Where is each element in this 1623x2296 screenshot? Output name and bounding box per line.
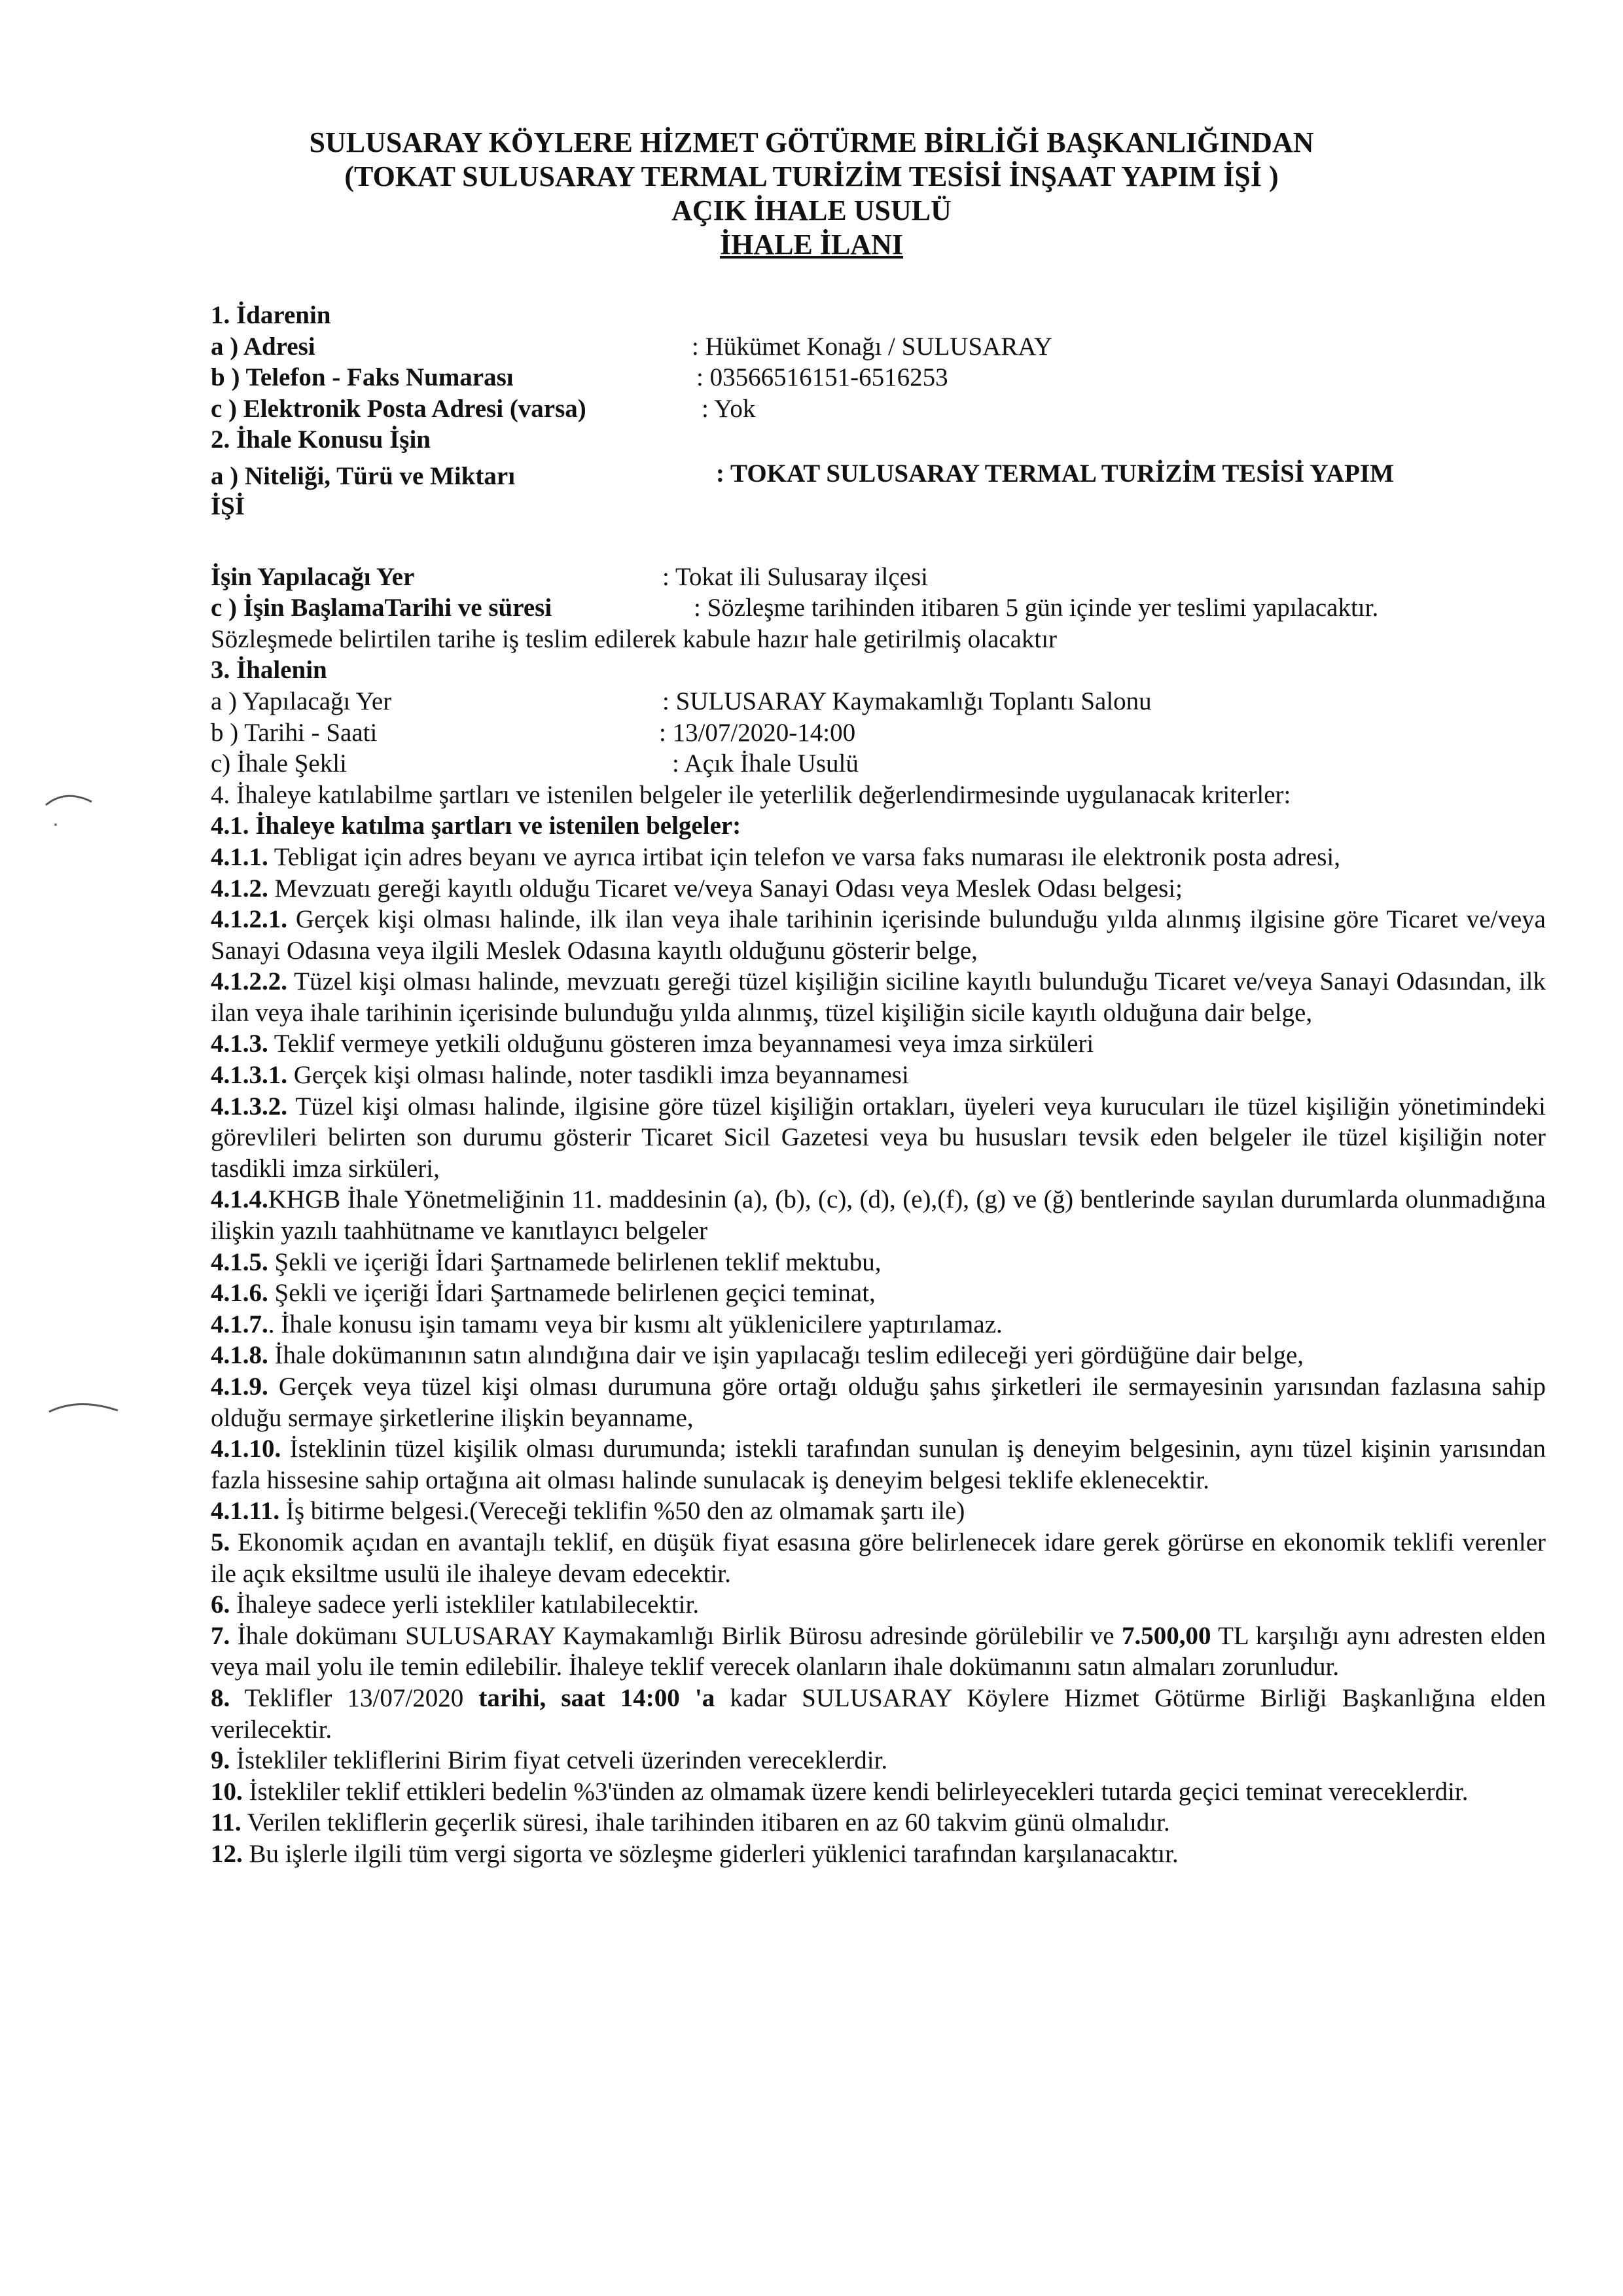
field-adres-value: : Hükümet Konağı / SULUSARAY [692, 332, 1053, 361]
item-deadline: tarihi, saat 14:00 'a [478, 1683, 715, 1712]
item-text: Gerçek veya tüzel kişi olması durumuna göre ortağı olduğu şahıs şirketleri ile sermayesinin yarısından fazlasına sahip olduğu sermaye şirketlerine ilişkin beyanname, [211, 1372, 1546, 1432]
item-4-1-3-2 [211, 1091, 1546, 1185]
field-ihale-tarih-value: : 13/07/2020-14:00 [659, 718, 856, 747]
item-number: 11. [211, 1808, 241, 1837]
header-line-3: AÇIK İHALE USULÜ [671, 194, 952, 226]
item-number: 4.1.9. [211, 1372, 268, 1401]
field-ihale-tarih-label: b ) Tarihi - Saati [211, 718, 378, 747]
item-12 [211, 1839, 1546, 1870]
item-text: İstekliler tekliflerini Birim fiyat cetveli üzerinden vereceklerdir. [230, 1746, 888, 1775]
item-number: 4.1.3.1. [211, 1061, 287, 1090]
field-nitelik-label: a ) Niteliği, Türü ve Miktarı [211, 461, 516, 490]
field-yer-label: İşin Yapılacağı Yer [211, 562, 415, 591]
document-header [196, 126, 1427, 262]
item-text: Mevzuatı gereği kayıtlı olduğu Ticaret ve/veya Sanayi Odası veya Meslek Odası belgesi; [268, 874, 1183, 903]
item-number: 4.1.4. [211, 1185, 268, 1214]
field-adres-label: a ) Adresi [211, 332, 315, 361]
header-title: İHALE İLANI [720, 228, 903, 260]
spacer [211, 522, 1546, 562]
header-line-1: SULUSARAY KÖYLERE HİZMET GÖTÜRME BİRLİĞİ BAŞKANLIĞINDAN [309, 126, 1314, 158]
item-text: İş bitirme belgesi.(Vereceği teklifin %50 den az olmamak şartı ile) [279, 1497, 965, 1526]
field-ihale-sekil-value: : Açık İhale Usulü [672, 749, 859, 778]
item-4-1-9 [211, 1371, 1546, 1433]
field-eposta-label: c ) Elektronik Posta Adresi (varsa) [211, 394, 586, 423]
field-ihale-yer-label: a ) Yapılacağı Yer [211, 687, 392, 715]
item-text: İhaleye sadece yerli istekliler katılabilecektir. [230, 1590, 700, 1619]
item-number: 4.1.2.1. [211, 905, 287, 934]
header-line-2: (TOKAT SULUSARAY TERMAL TURİZİM TESİSİ İNŞAAT YAPIM İŞİ ) [344, 160, 1279, 192]
item-text: Ekonomik açıdan en avantajlı teklif, en düşük fiyat esasına göre belirlenecek idare gerek görürse en ekonomik teklifi verenler ile açık eksiltme usulü ile ihaleye devam edecektir. [211, 1528, 1546, 1588]
item-text: Teklifler 13/07/2020 [230, 1683, 479, 1712]
item-number: 12. [211, 1839, 243, 1868]
field-telefon-label: b ) Telefon - Faks Numarası [211, 363, 514, 392]
item-text: İsteklinin tüzel kişilik olması durumunda; istekli tarafından sunulan iş deneyim belgesinin, aynı tüzel kişinin yarısından fazla hissesine sahip ortağına ait olması halinde sunulacak iş deneyim belgesi teklife eklenecektir. [211, 1435, 1546, 1494]
field-nitelik [211, 456, 1546, 491]
item-number: 8. [211, 1683, 230, 1712]
field-ihale-yer [211, 686, 1546, 717]
field-eposta-value: : Yok [702, 394, 756, 423]
field-telefon-value: : 03566516151-6516253 [696, 363, 948, 392]
scan-mark-upper [39, 779, 105, 831]
item-number: 4.1.6. [211, 1279, 268, 1308]
item-4-1-5 [211, 1247, 1546, 1278]
item-10 [211, 1776, 1546, 1808]
item-text: Bu işlerle ilgili tüm vergi sigorta ve sözleşme giderleri yüklenici tarafından karşılanacaktır. [242, 1839, 1179, 1868]
item-4-1-2 [211, 873, 1546, 905]
item-number: 6. [211, 1590, 230, 1619]
item-4-1-7 [211, 1309, 1546, 1340]
item-text: Şekli ve içeriği İdari Şartnamede belirlenen teklif mektubu, [268, 1247, 882, 1276]
field-baslama-cont: Sözleşmede belirtilen tarihe iş teslim edilerek kabule hazır hale getirilmiş olacaktır [211, 624, 1058, 653]
item-4: 4. İhaleye katılabilme şartları ve istenilen belgeler ile yeterlilik değerlendirmesinde uygulanacak kriterler: [211, 780, 1291, 809]
item-number: 4.1.2.2. [211, 967, 287, 996]
item-4-1-4 [211, 1184, 1546, 1246]
item-9 [211, 1745, 1546, 1776]
item-text: Verilen tekliflerin geçerlik süresi, ihale tarihinden itibaren en az 60 takvim günü olmalıdır. [241, 1808, 1170, 1837]
field-baslama-label: c ) İşin BaşlamaTarihi ve süresi [211, 594, 552, 622]
item-11 [211, 1807, 1546, 1839]
document-body [211, 300, 1546, 1870]
item-number: 4.1.7. [211, 1310, 268, 1338]
item-8 [211, 1683, 1546, 1745]
field-baslama [211, 592, 1546, 624]
field-adres [211, 331, 1546, 363]
item-number: 4.1.3.2. [211, 1092, 287, 1121]
item-number: 4.1.11. [211, 1497, 280, 1526]
item-text: İhale dokümanı SULUSARAY Kaymakamlığı Birlik Bürosu adresinde görülebilir ve [230, 1621, 1122, 1650]
item-text: Gerçek kişi olması halinde, ilk ilan veya ihale tarihinin içerisinde bulunduğu yılda alınmış ilgisine göre Ticaret ve/veya Sanayi Odasına veya ilgili Meslek Odasına kayıtlı olduğunu gösterir belge, [211, 905, 1546, 965]
item-4-1-1 [211, 842, 1546, 873]
item-number: 4.1.1. [211, 842, 268, 871]
item-number: 10. [211, 1777, 243, 1806]
item-number: 9. [211, 1746, 230, 1775]
field-telefon [211, 362, 1546, 393]
item-number: 7. [211, 1621, 230, 1650]
item-number: 5. [211, 1528, 230, 1556]
item-text: Tebligat için adres beyanı ve ayrıca irtibat için telefon ve varsa faks numarası ile elektronik posta adresi, [268, 842, 1341, 871]
item-number: 4.1.10. [211, 1435, 281, 1463]
item-number: 4.1.8. [211, 1341, 268, 1370]
item-text: . İhale konusu işin tamamı veya bir kısmı alt yüklenicilere yaptırılamaz. [268, 1310, 1003, 1338]
item-4-1-2-2 [211, 966, 1546, 1028]
item-text: TL karşılığı aynı adresten elden veya mail yolu ile temin edilebilir. İhaleye teklif verecek olanların ihale dokümanını satın almaları zorunludur. [211, 1621, 1546, 1681]
item-4-1-6 [211, 1278, 1546, 1309]
item-text: Tüzel kişi olması halinde, ilgisine göre tüzel kişiliğin ortakları, üyeleri veya kurucuları ile tüzel kişiliğin yönetimindeki görevlileri belirten son durumu gösterir Ticaret Sicil Gazetesi veya bu hususları tevsik eden belgeler ile tüzel kişiliğin noter tasdikli imza sirküleri, [211, 1092, 1546, 1183]
section-ihale-heading: 3. İhalenin [211, 656, 327, 685]
field-nitelik-value: : TOKAT SULUSARAY TERMAL TURİZİM TESİSİ YAPIM [716, 459, 1394, 488]
field-ihale-sekil-label: c) İhale Şekli [211, 749, 347, 778]
item-number: 4.1.3. [211, 1030, 268, 1058]
item-4-1-3-1 [211, 1060, 1546, 1091]
field-baslama-value: : Sözleşme tarihinden itibaren 5 gün içinde yer teslimi yapılacaktır. [694, 594, 1379, 622]
item-5 [211, 1527, 1546, 1589]
item-text: Gerçek kişi olması halinde, noter tasdikli imza beyannamesi [287, 1061, 909, 1090]
scan-mark-lower [46, 1397, 124, 1424]
item-text: İstekliler teklif ettikleri bedelin %3'ünden az olmamak üzere kendi belirleyecekleri tutarda geçici teminat vereceklerdir. [242, 1777, 1469, 1806]
item-text: İhale dokümanının satın alındığına dair ve işin yapılacağı teslim edileceği yeri gördüğüne dair belge, [268, 1341, 1304, 1370]
field-ihale-tarih [211, 717, 1546, 749]
item-4-1-2-1 [211, 904, 1546, 966]
field-yer [211, 562, 1546, 593]
item-4-1-3 [211, 1028, 1546, 1060]
item-text: KHGB İhale Yönetmeliğinin 11. maddesinin (a), (b), (c), (d), (e),(f), (g) ve (ğ) bentlerinde sayılan durumlarda olunmadığına ilişkin yazılı taahhütname ve kanıtlayıcı belgeler [211, 1185, 1546, 1246]
item-text: kadar SULUSARAY Köylere Hizmet Götürme Birliği Başkanlığına elden verilecektir. [211, 1683, 1546, 1744]
item-4-1: 4.1. İhaleye katılma şartları ve istenilen belgeler: [211, 812, 741, 840]
item-text: Şekli ve içeriği İdari Şartnamede belirlenen geçici teminat, [268, 1279, 876, 1308]
field-eposta [211, 393, 1546, 425]
item-4-1-10 [211, 1433, 1546, 1496]
item-4-1-8 [211, 1340, 1546, 1371]
field-ihale-yer-value: : SULUSARAY Kaymakamlığı Toplantı Salonu [662, 687, 1152, 715]
item-text: Tüzel kişi olması halinde, mevzuatı gereği tüzel kişiliğin siciline kayıtlı bulunduğu Ticaret ve/veya Sanayi Odasından, ilk ilan veya ihale tarihinin içerisinde bulunduğu yılda alınmış, tüzel kişiliğin sicile kayıtlı olduğuna dair belge, [211, 967, 1546, 1027]
section-konu-heading: 2. İhale Konusu İşin [211, 425, 431, 454]
item-number: 4.1.2. [211, 874, 268, 903]
item-amount: 7.500,00 [1121, 1621, 1211, 1650]
item-7 [211, 1621, 1546, 1683]
field-ihale-sekil [211, 748, 1546, 780]
item-4-1-11 [211, 1496, 1546, 1527]
field-nitelik-cont: İŞİ [211, 492, 245, 520]
section-idare-heading: 1. İdarenin [211, 301, 331, 329]
item-text: Teklif vermeye yetkili olduğunu gösteren imza beyannamesi veya imza sirküleri [268, 1030, 1094, 1058]
item-6 [211, 1589, 1546, 1621]
item-number: 4.1.5. [211, 1247, 268, 1276]
field-yer-value: : Tokat ili Sulusaray ilçesi [662, 562, 928, 591]
